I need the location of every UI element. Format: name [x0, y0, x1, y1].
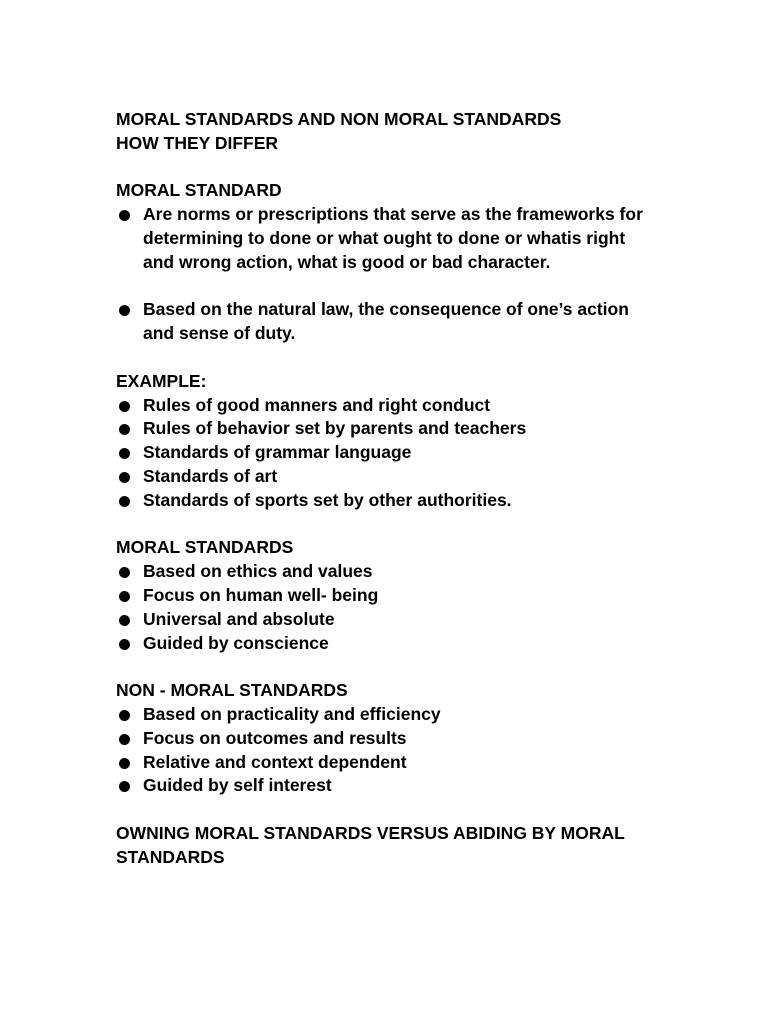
- list-item: Based on ethics and values: [116, 560, 656, 584]
- moral-standard-definition-list: [116, 203, 656, 274]
- section-heading-moral-standards: MORAL STANDARDS: [116, 537, 294, 558]
- list-item: Standards of grammar language: [116, 441, 656, 465]
- list-item: Based on the natural law, the consequence of one’s action and sense of duty.: [116, 298, 656, 346]
- list-item: Focus on human well- being: [116, 584, 656, 608]
- title-line-2: HOW THEY DIFFER: [116, 132, 279, 153]
- list-item: Rules of good manners and right conduct: [116, 394, 656, 418]
- document-body: [116, 108, 656, 870]
- list-item: Relative and context dependent: [116, 751, 656, 775]
- title-line-1: MORAL STANDARDS AND NON MORAL STANDARDS: [116, 109, 562, 129]
- list-item: Focus on outcomes and results: [116, 727, 656, 751]
- spacer: [116, 275, 656, 299]
- moral-standard-basis-list: [116, 298, 656, 346]
- list-item: Rules of behavior set by parents and teachers: [116, 417, 656, 441]
- closing-heading: OWNING MORAL STANDARDS VERSUS ABIDING BY MORAL STANDARDS: [116, 822, 625, 867]
- spacer: [116, 156, 656, 180]
- spacer: [116, 655, 656, 679]
- section-heading-non-moral-standards: NON - MORAL STANDARDS: [116, 680, 348, 701]
- spacer: [116, 798, 656, 822]
- spacer: [116, 346, 656, 370]
- list-item: Guided by self interest: [116, 774, 656, 798]
- section-heading-example: EXAMPLE:: [116, 370, 207, 391]
- list-item: Are norms or prescriptions that serve as the frameworks for determining to done or what ought to done or whatis right and wrong action, what is good or bad character.: [116, 203, 656, 274]
- list-item: Standards of art: [116, 465, 656, 489]
- list-item: Standards of sports set by other authorities.: [116, 489, 656, 513]
- list-item: Based on practicality and efficiency: [116, 703, 656, 727]
- moral-standards-list: [116, 560, 656, 655]
- example-list: [116, 394, 656, 513]
- section-heading-moral-standard: MORAL STANDARD: [116, 180, 282, 201]
- non-moral-standards-list: [116, 703, 656, 798]
- list-item: Universal and absolute: [116, 608, 656, 632]
- list-item: Guided by conscience: [116, 632, 656, 656]
- spacer: [116, 513, 656, 537]
